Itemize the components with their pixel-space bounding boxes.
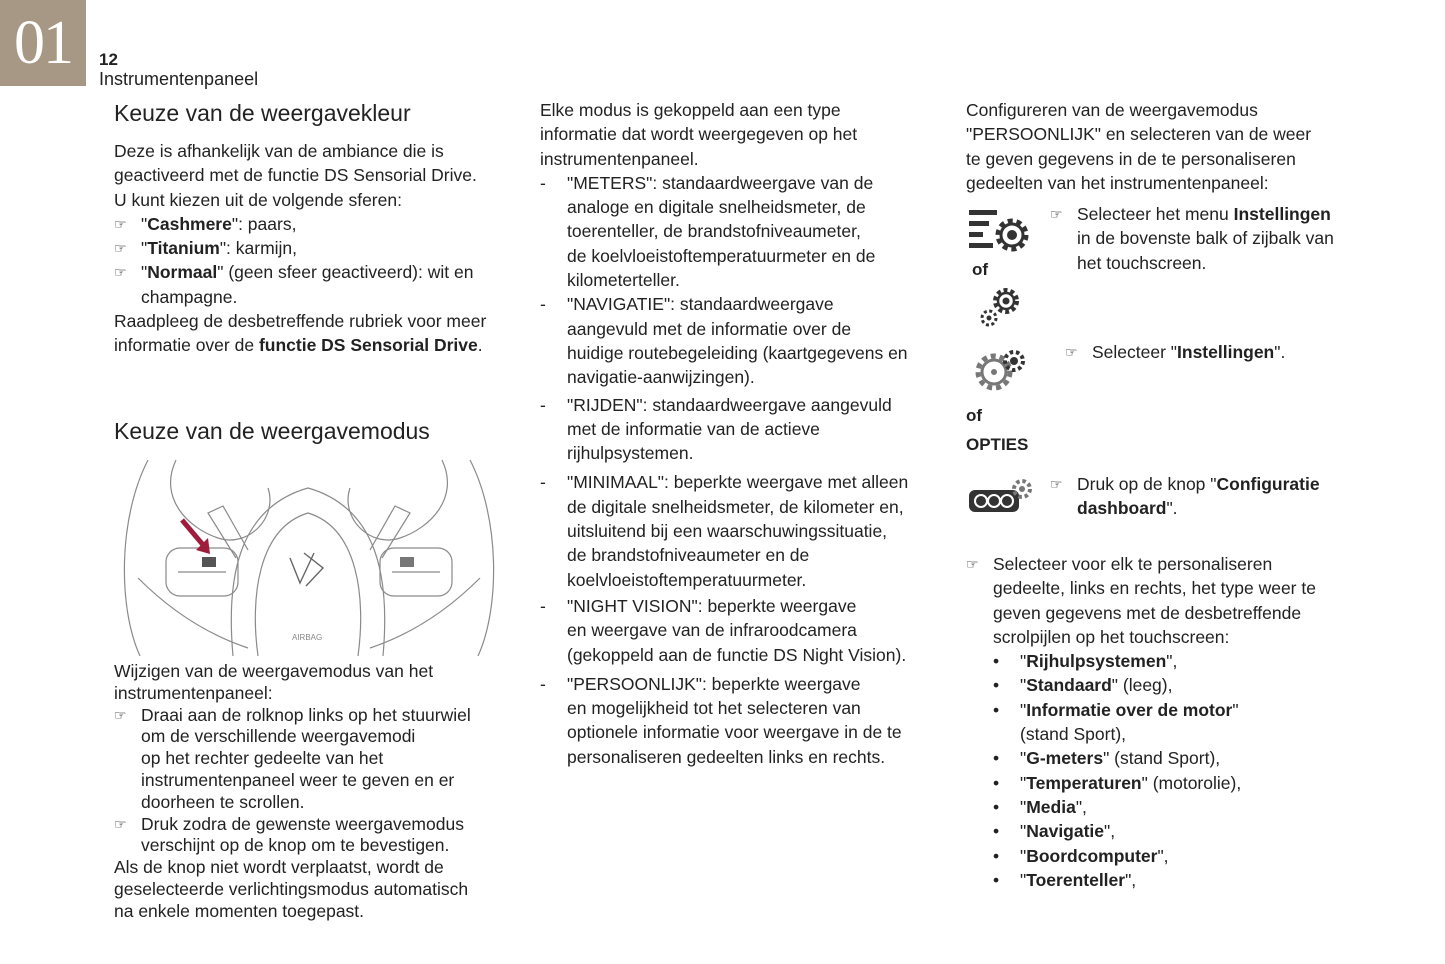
settings-menu-icon — [966, 206, 1036, 256]
change-line: Wijzigen van de weergavemodus van het — [114, 661, 434, 681]
list-item: • "G-meters" (stand Sport), — [993, 748, 1221, 769]
chapter-tab: 01 — [0, 0, 86, 86]
mode-navigatie: - "NAVIGATIE": standaardweergave aangevuld met de informatie over de huidige routebegeleiding (kaartgegevens en navigatie-aanwijzingen). — [540, 294, 908, 388]
list-item: • "Media", — [993, 796, 1087, 817]
section-title: Instrumentenpaneel — [99, 69, 259, 89]
steering-wheel-illustration — [118, 458, 500, 656]
list-item: • "Standaard" (leeg), — [993, 675, 1173, 696]
hand-pointer-icon: ☞ — [1065, 344, 1078, 360]
hand-pointer-icon: ☞ — [1050, 206, 1063, 222]
column-1-section-2 — [114, 417, 514, 445]
step-select-settings: ☞ Selecteer "Instellingen". — [1065, 340, 1365, 364]
column-3-intro — [966, 98, 1366, 195]
intro-line: geactiveerd met de functie DS Sensorial Drive. — [114, 165, 477, 186]
note-line: Als de knop niet wordt verplaatst, wordt de — [114, 857, 444, 878]
page-number: 12 — [99, 50, 118, 69]
intro-line: U kunt kiezen uit de volgende sferen: — [114, 189, 402, 210]
intro-line: gedeelten van het instrumentenpaneel: — [966, 172, 1269, 193]
step-rotate: ☞ Draai aan de rolknop links op het stuurwiel om de verschillende weergavemodi op het rechter gedeelte van het instrumentenpaneel weer te geven en er doorheen te scrollen. — [114, 704, 471, 812]
or-label: of — [972, 260, 989, 279]
intro-line: Elke modus is gekoppeld aan een type — [540, 100, 841, 120]
column-3-list — [966, 552, 1366, 892]
mode-meters: - "METERS": standaardweergave van de analoge en digitale snelheidsmeter, de toerenteller, de brandstofniveaumeter, de koelvloeistoftemperatuurmeter en de kilometerteller. — [540, 172, 876, 291]
column-1 — [114, 99, 514, 358]
mode-persoonlijk: - "PERSOONLIJK": beperkte weergave en mogelijkheid tot het selecteren van optionele informatie voor weergave in de te personaliseren gedeelten links en rechts. — [540, 673, 902, 767]
heading-display-color: Keuze van de weergavekleur — [114, 100, 411, 126]
intro-line: Configureren van de weergavemodus — [966, 100, 1258, 120]
list-item: • "Toerenteller", — [993, 869, 1137, 890]
hand-pointer-icon: ☞ — [114, 815, 127, 832]
intro-line: informatie dat wordt weergegeven op het — [540, 124, 858, 145]
step-select-data: ☞ Selecteer voor elk te personaliseren gedeelte, links en rechts, het type weer te geven gegevens met de desbetreffende scrolpijlen op het touchscreen: — [966, 554, 1316, 647]
option-normaal: ☞ "Normaal" (geen sfeer geactiveerd): wit en champagne. — [114, 262, 474, 307]
airbag-label: AIRBAG — [292, 633, 323, 642]
hand-pointer-icon: ☞ — [114, 240, 127, 257]
reference-line: informatie over de functie DS Sensorial Drive. — [114, 335, 483, 356]
list-item: • "Temperaturen" (motorolie), — [993, 772, 1242, 793]
reference-line: Raadpleeg de desbetreffende rubriek voor meer — [114, 311, 487, 332]
intro-line: instrumentenpaneel. — [540, 148, 699, 169]
mode-rijden: - "RIJDEN": standaardweergave aangevuld met de informatie van de actieve rijhulpsystemen. — [540, 394, 892, 464]
option-cashmere: ☞ "Cashmere": paars, — [114, 212, 514, 236]
dashboard-config-icon — [966, 476, 1036, 516]
settings-gears-icon — [972, 346, 1032, 394]
note-line: na enkele momenten toegepast. — [114, 900, 365, 921]
list-item: • "Rijhulpsystemen", — [993, 651, 1178, 672]
step-press: ☞ Druk zodra de gewenste weergavemodus verschijnt op de knop om te bevestigen. — [114, 813, 464, 856]
column-2 — [540, 98, 940, 769]
intro-line: te geven gegevens in de te personaliseren — [966, 148, 1296, 169]
list-item: • "Boordcomputer", — [993, 845, 1169, 866]
mode-night-vision: - "NIGHT VISION": beperkte weergave en weergave van de infraroodcamera (gekoppeld aan de functie DS Night Vision). — [540, 595, 907, 665]
hand-pointer-icon: ☞ — [114, 215, 127, 232]
hand-pointer-icon: ☞ — [1050, 476, 1063, 492]
change-line: instrumentenpaneel: — [114, 682, 273, 703]
step-config-dashboard: ☞ Druk op de knop "Configuratie dashboard". — [1050, 474, 1320, 519]
options-label: OPTIES — [966, 435, 1029, 454]
mode-minimaal: - "MINIMAAL": beperkte weergave met alleen de digitale snelheidsmeter, de kilometer en, uitsluitend bij een waarschuwingssituatie, de brandstofniveaumeter en de koelvloeistoftemperatuurmeter. — [540, 472, 909, 590]
note-line: geselecteerde verlichtingsmodus automatisch — [114, 878, 469, 899]
heading-display-mode: Keuze van de weergavemodus — [114, 418, 430, 444]
list-item: • "Navigatie", — [993, 821, 1116, 842]
hand-pointer-icon: ☞ — [114, 264, 127, 281]
hand-pointer-icon: ☞ — [114, 706, 127, 723]
intro-line: "PERSOONLIJK" en selecteren van de weer — [966, 124, 1312, 145]
or-label: of — [966, 406, 983, 425]
column-1-section-3 — [114, 661, 514, 923]
intro-line: Deze is afhankelijk van de ambiance die is — [114, 141, 444, 161]
list-item: • "Informatie over de motor" (stand Sport), — [993, 699, 1239, 745]
step-select-menu: ☞ Selecteer het menu Instellingen in de bovenste balk of zijbalk van het touchscreen. — [1050, 204, 1334, 273]
hand-pointer-icon: ☞ — [966, 556, 979, 572]
gears-icon — [978, 284, 1024, 330]
option-titanium: ☞ "Titanium": karmijn, — [114, 236, 514, 260]
